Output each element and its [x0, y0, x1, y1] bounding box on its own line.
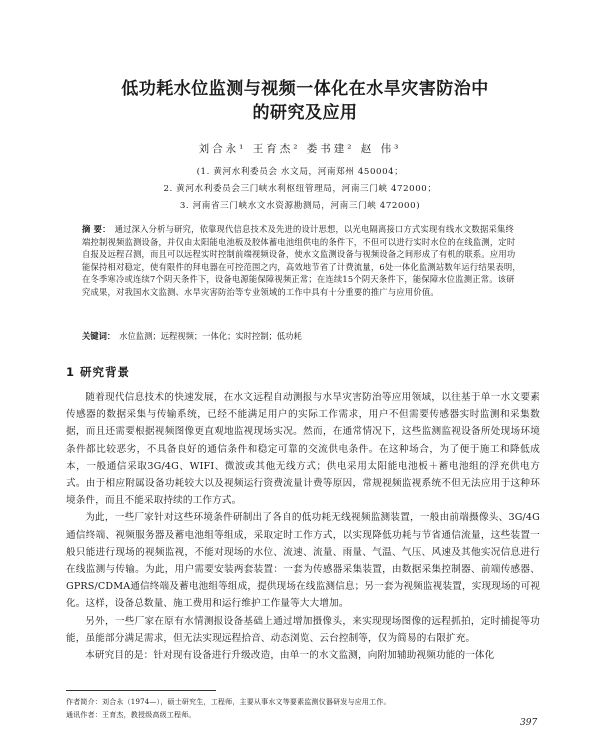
paragraph: 为此，一些厂家针对这些环境条件研制出了各自的低功耗无线视频监测装置，一般由前端摄像头、3G/4G通信终端、视频服务器及蓄电池组等组成，采取定时工作方式，以实现降低功耗与节省通信流量，这些装置一般只能进行现场的视频监视，不能对现场的水位、流速、流量、雨量、气温、气压、风速及其他实况信息进行在线监测与传输。为此，用户需要安装两套装置：一套为传感器采集装置，由数据采集控制器、前端传感器、GPRS/CDMA通信终端及蓄电池组等组成，提供现场在线监测信息；另一套为视频监视装置，实现现场的可视化。这样，设备总数量、施工费用和运行维护工作量等大大增加。 — [66, 512, 540, 610]
paper-title-line2: 的研究及应用 — [252, 103, 358, 123]
affiliation-1: (1. 黄河水利委员会 水文局，河南郑州 450004； — [196, 167, 404, 177]
abstract — [82, 223, 522, 299]
paragraph: 随着现代信息技术的快速发展，在水文远程自动测报与水旱灾害防治等应用领域，以往基于单一水文要素传感器的数据采集与传输系统，已经不能满足用户的实际工作需求，用户不但需要传感器实时监测和采集数据，而且还需要根据视频图像更直观地监视现场实况。然而，在通常情况下，这些监测监视设备所处现场环境条件都比较恶劣，不具备良好的通信条件和稳定可靠的交流供电条件。在这种场合，为了便于施工和降低成本，一般通信采取3G/4G、WIFI、微波或其他无线方式；供电采用太阳能电池板＋蓄电池组的浮充供电方式。由于相应附属设备功耗较大以及视频运行资费流量计费等原因，常规视频监视系统不但无法应用于这种环境条件，而且不能采取持续的工作方式。 — [66, 392, 540, 507]
affiliation-2: 2. 黄河水利委员会三门峡水利枢纽管理局，河南三门峡 472000； — [163, 184, 437, 194]
footnote-author-bio: 作者简介：刘合永（1974—），硕士研究生，工程师，主要从事水文等要素监测仪器研发与应用工作。 — [66, 698, 391, 706]
abstract-label: 摘 要： — [82, 224, 111, 234]
footnote-divider — [66, 690, 216, 691]
keywords-text: 水位监测；远程视频；一体化；实时控制；低功耗 — [119, 331, 302, 341]
affiliation-3: 3. 河南省三门峡水文水资源勘测局，河南三门峡 472000) — [179, 201, 421, 211]
author-list: 刘合永¹ 王育杰² 娄书建² 赵 伟³ — [198, 143, 402, 155]
paragraph: 本研究目的是：针对现有设备进行升级改造，由单一的水文监测，向附加辅助视频功能的一体化 — [85, 650, 495, 662]
keywords-label: 关键词： — [82, 331, 116, 341]
paragraph: 另外，一些厂家在原有水情测报设备基础上通过增加摄像头，来实现现场图像的远程抓拍，定时捕捉等功能，虽能部分满足需求，但无法实现远程拾音、动态浏览、云台控制等，仅为简易的右限扩充。 — [66, 615, 540, 644]
keywords — [82, 330, 522, 342]
paper-title-line1: 低功耗水位监测与视频一体化在水旱灾害防治中 — [121, 79, 489, 99]
body-text — [66, 389, 540, 664]
footnote-corresponding: 通讯作者：王育杰，教授级高级工程师。 — [66, 711, 196, 719]
section-heading: 1 研究背景 — [66, 365, 131, 379]
page-number: 397 — [520, 718, 538, 728]
abstract-text: 通过深入分析与研究，依靠现代信息技术及先进的设计思想，以光电隔离接口方式实现有线水文数据采集终端控制视频监测设备，并仅由太阳能电池板及胶体蓄电池组供电的条件下，不但可以进行实时水位的在线监测，定时自报及远程召测，而且可以远程实时控制前端视频设备，使水文监测设备与视频设备之间形成了有机的联系。应用功能保持相对稳定，使有限件的拜电器在可控范围之内，高效地节省了计费流量，6处一体化监测站数年运行结果表明，在冬季寒冷或连续7个阴天条件下，设备电源能保障视频正常；在连续15个阴天条件下，能保障水位监测正常。该研究成果，对我国水文监测、水旱灾害防治等专业领域的工作中具有十分重要的推广与应用价值。 — [82, 224, 521, 297]
